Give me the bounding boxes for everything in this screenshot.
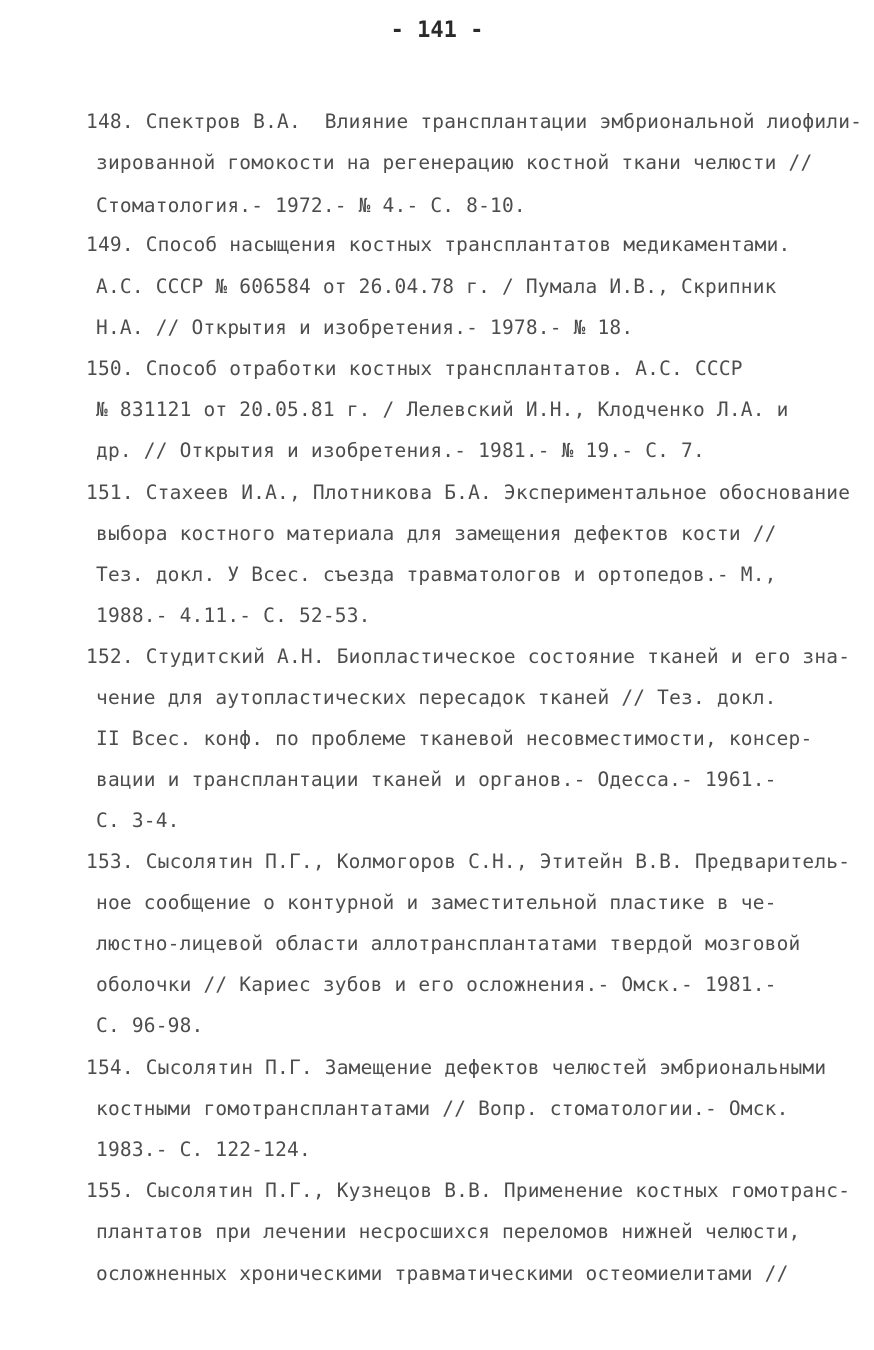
reference-line: 151. Стахеев И.А., Плотникова Б.А. Экспериментальное обоснование [86,481,851,504]
page-number: - 141 - [390,18,484,43]
reference-line: 150. Способ отработки костных трансплантатов. А.С. СССР [86,357,743,380]
reference-line: С. 3-4. [96,809,180,832]
reference-line: 1983.- С. 122-124. [96,1138,311,1161]
reference-line: чение для аутопластических пересадок тканей // Тез. докл. [96,686,777,709]
reference-line: 154. Сысолятин П.Г. Замещение дефектов челюстей эмбриональными [86,1056,827,1079]
reference-line: 153. Сысолятин П.Г., Колмогоров С.Н., Этитейн В.В. Предваритель- [86,850,851,873]
reference-line: 148. Спектров В.А. Влияние трансплантации эмбриональной лиофили- [86,110,863,133]
reference-line: Тез. докл. У Всес. съезда травматологов и ортопедов.- М., [96,563,777,586]
reference-line: Стоматология.- 1972.- № 4.- С. 8-10. [96,194,526,217]
reference-line: А.С. СССР № 606584 от 26.04.78 г. / Пумала И.В., Скрипник [96,275,777,298]
reference-line: выбора костного материала для замещения дефектов кости // [96,522,777,545]
reference-line: II Всес. конф. по проблеме тканевой несовместимости, консер- [96,727,813,750]
reference-line: др. // Открытия и изобретения.- 1981.- № 19.- С. 7. [96,439,705,462]
reference-line: № 831121 от 20.05.81 г. / Лелевский И.Н., Клодченко Л.А. и [96,398,789,421]
reference-line: Н.А. // Открытия и изобретения.- 1978.- № 18. [96,316,634,339]
reference-line: оболочки // Кариес зубов и его осложнения.- Омск.- 1981.- [96,973,777,996]
reference-line: люстно-лицевой области аллотрансплантатами твердой мозговой [96,932,801,955]
reference-line: С. 96-98. [96,1014,204,1037]
reference-line: ное сообщение о контурной и заместительной пластике в че- [96,891,777,914]
reference-line: вации и трансплантации тканей и органов.- Одесса.- 1961.- [96,768,777,791]
reference-line: зированной гомокости на регенерацию костной ткани челюсти // [96,151,813,174]
reference-line: плантатов при лечении несросшихся переломов нижней челюсти, [96,1220,801,1243]
reference-line: осложненных хроническими травматическими остеомиелитами // [96,1262,789,1285]
reference-line: 1988.- 4.11.- С. 52-53. [96,604,371,627]
reference-line: 149. Способ насыщения костных трансплантатов медикаментами. [86,233,791,256]
reference-line: 152. Студитский А.Н. Биопластическое состояние тканей и его зна- [86,645,851,668]
reference-line: 155. Сысолятин П.Г., Кузнецов В.В. Применение костных гомотранс- [86,1179,851,1202]
reference-line: костными гомотрансплантатами // Вопр. стоматологии.- Омск. [96,1097,789,1120]
